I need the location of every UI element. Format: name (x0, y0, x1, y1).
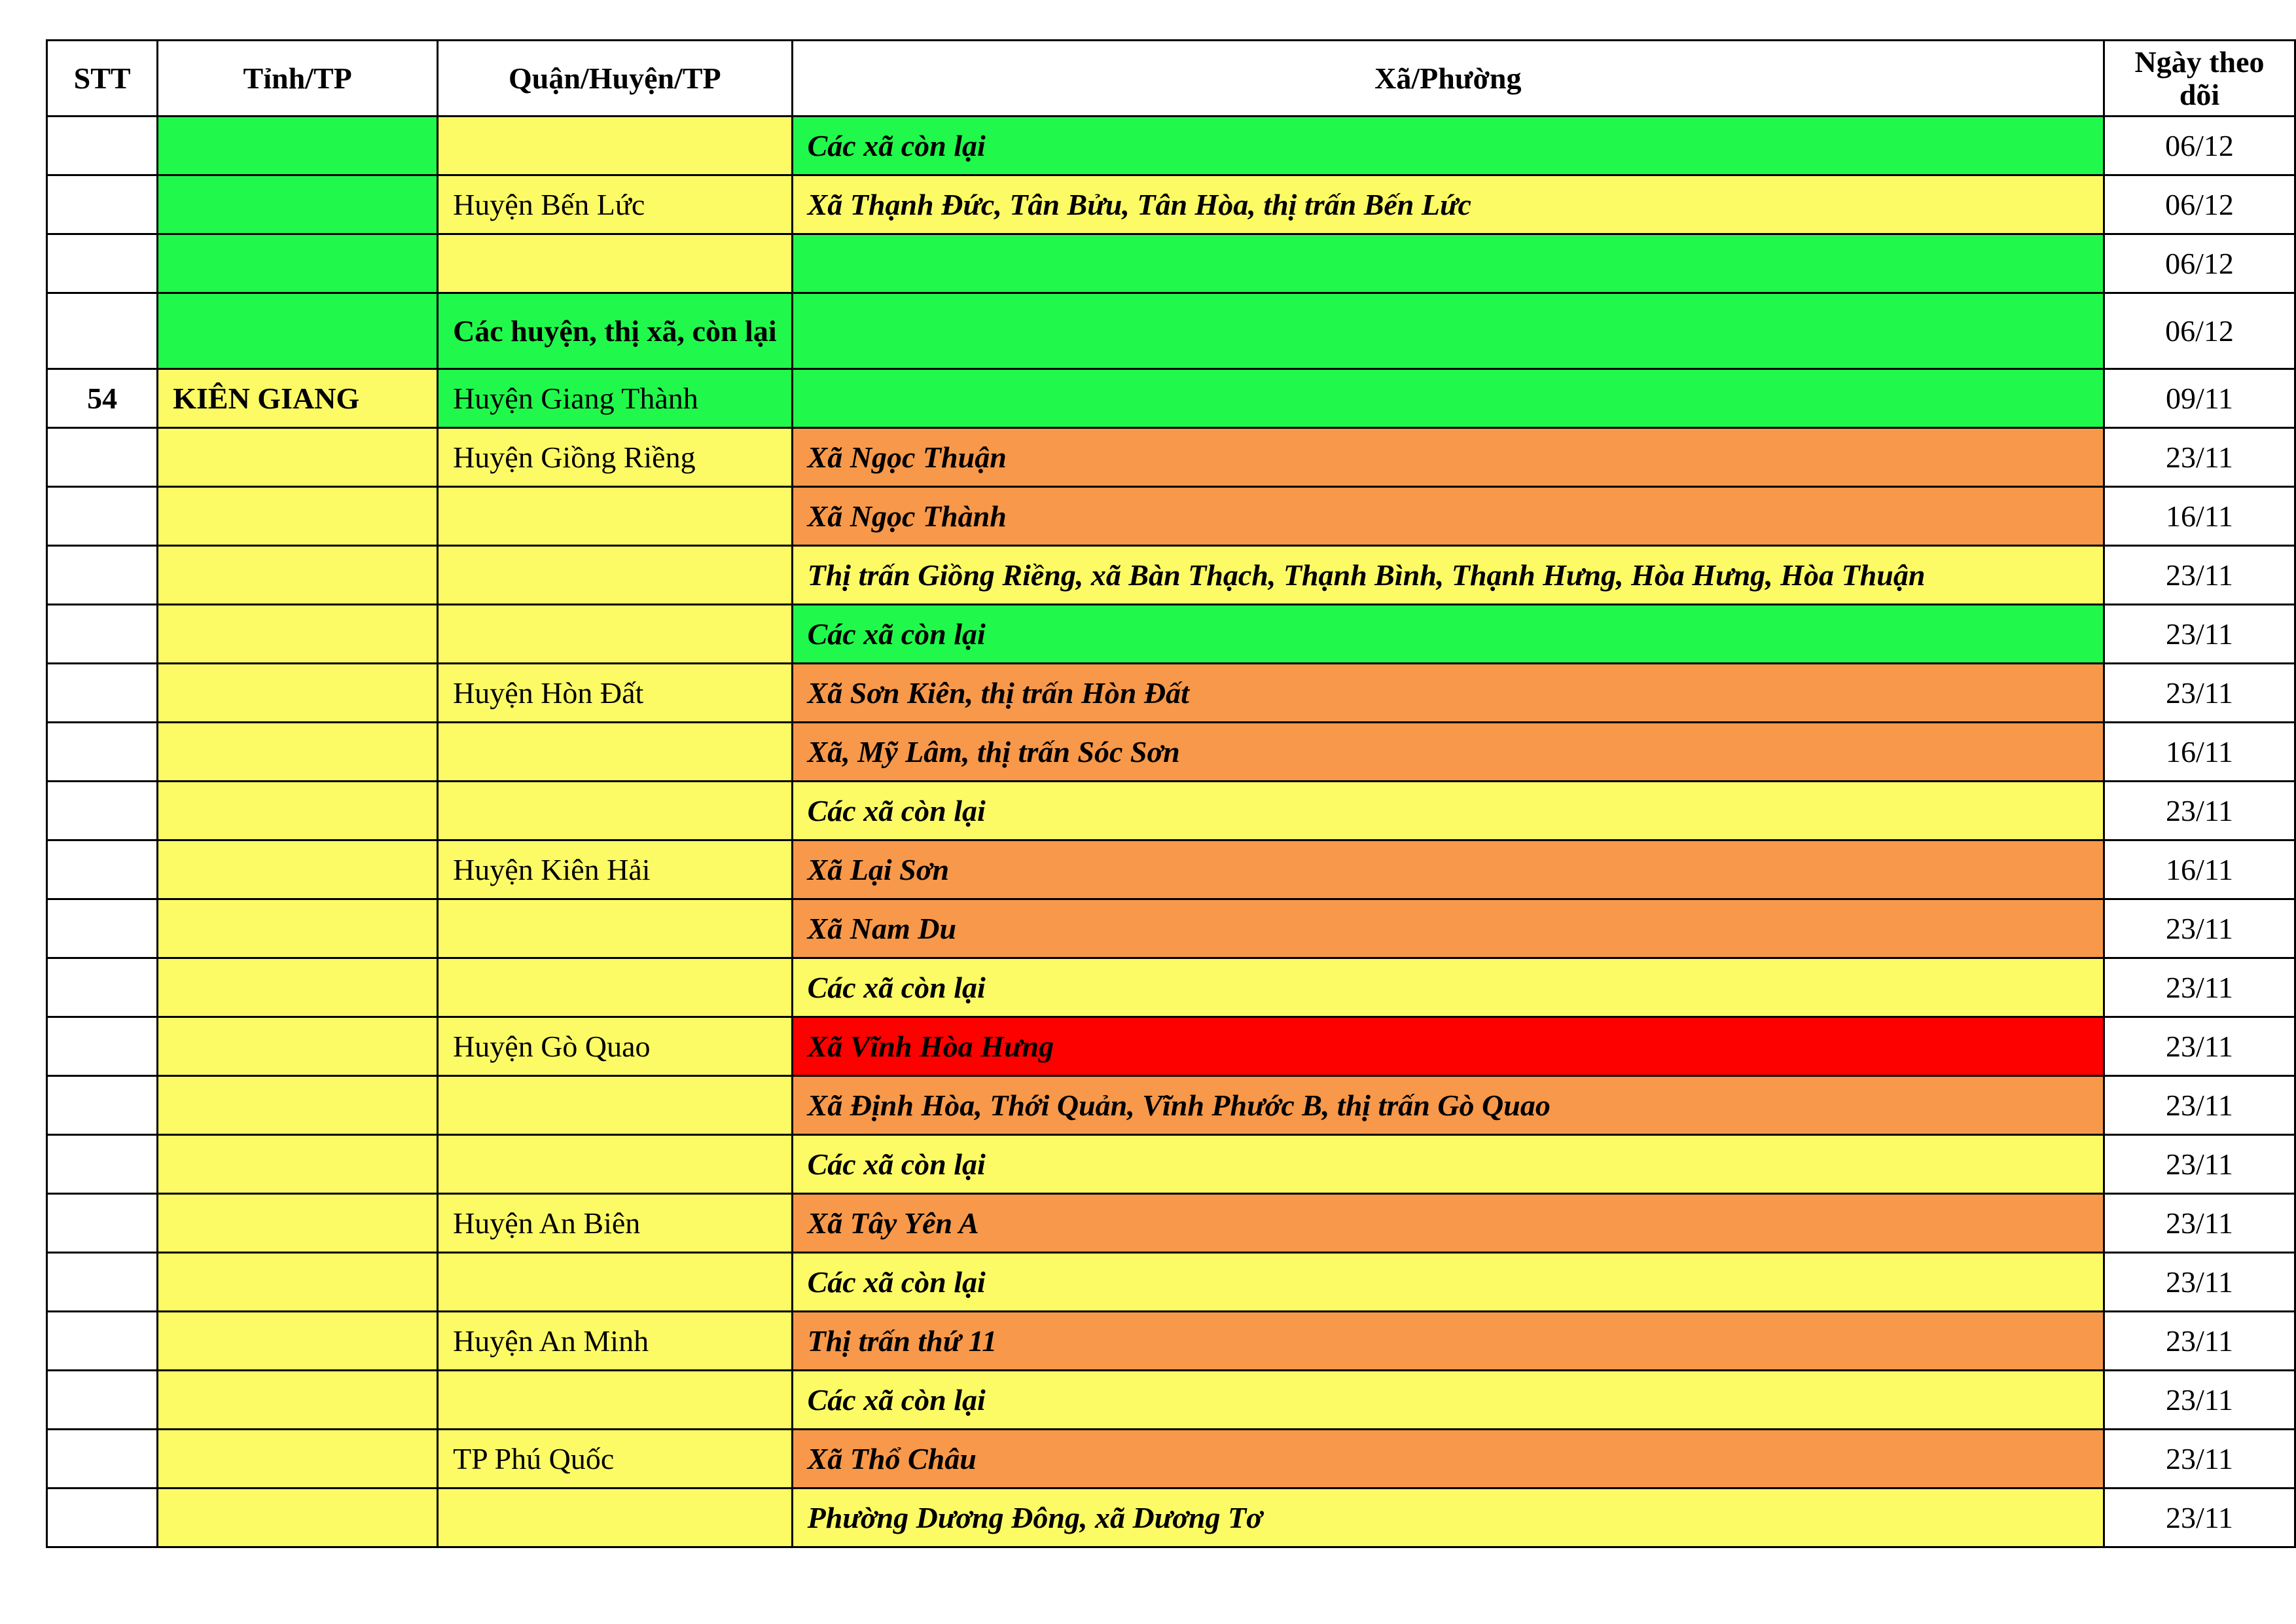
cell-date: 23/11 (2104, 958, 2295, 1017)
cell-date: 16/11 (2104, 723, 2295, 782)
table-row (47, 958, 2295, 1017)
table-row (47, 175, 2295, 234)
cell-province (158, 840, 438, 899)
cell-date: 06/12 (2104, 117, 2295, 175)
cell-ward: Xã Vĩnh Hòa Hưng (792, 1017, 2104, 1076)
cell-province (158, 117, 438, 175)
cell-stt (47, 899, 158, 958)
cell-province (158, 234, 438, 293)
cell-date: 16/11 (2104, 487, 2295, 546)
cell-ward: Xã, Mỹ Lâm, thị trấn Sóc Sơn (792, 723, 2104, 782)
document-page (46, 39, 2296, 1548)
table-row (47, 840, 2295, 899)
table-row (47, 117, 2295, 175)
cell-stt (47, 234, 158, 293)
cell-district (438, 234, 793, 293)
cell-date: 23/11 (2104, 605, 2295, 664)
cell-date: 06/12 (2104, 234, 2295, 293)
cell-ward: Các xã còn lại (792, 1371, 2104, 1430)
cell-province (158, 1371, 438, 1430)
cell-ward: Xã Tây Yên A (792, 1194, 2104, 1253)
cell-district: Huyện An Minh (438, 1312, 793, 1371)
table-row (47, 1017, 2295, 1076)
cell-stt (47, 605, 158, 664)
cell-province (158, 782, 438, 840)
cell-province: KIÊN GIANG (158, 369, 438, 428)
cell-stt (47, 664, 158, 723)
cell-date: 06/12 (2104, 175, 2295, 234)
risk-level-table (46, 39, 2296, 1548)
cell-stt (47, 723, 158, 782)
cell-district: Các huyện, thị xã, còn lại (438, 293, 793, 369)
cell-district: TP Phú Quốc (438, 1430, 793, 1489)
cell-date: 23/11 (2104, 1489, 2295, 1547)
cell-province (158, 1135, 438, 1194)
cell-district (438, 546, 793, 605)
cell-district: Huyện An Biên (438, 1194, 793, 1253)
cell-province (158, 1253, 438, 1312)
cell-district (438, 1489, 793, 1547)
cell-date: 23/11 (2104, 1135, 2295, 1194)
cell-district (438, 605, 793, 664)
cell-district (438, 487, 793, 546)
cell-date: 23/11 (2104, 1194, 2295, 1253)
table-row (47, 428, 2295, 487)
cell-date: 06/12 (2104, 293, 2295, 369)
table-row (47, 782, 2295, 840)
cell-ward: Thị trấn thứ 11 (792, 1312, 2104, 1371)
cell-province (158, 1430, 438, 1489)
table-row (47, 1312, 2295, 1371)
header-province: Tỉnh/TP (158, 41, 438, 117)
table-row (47, 546, 2295, 605)
header-ward: Xã/Phường (792, 41, 2104, 117)
table-row (47, 293, 2295, 369)
table-row (47, 605, 2295, 664)
cell-stt (47, 1312, 158, 1371)
cell-date: 23/11 (2104, 1017, 2295, 1076)
cell-stt (47, 958, 158, 1017)
cell-ward: Các xã còn lại (792, 1253, 2104, 1312)
cell-date: 23/11 (2104, 546, 2295, 605)
cell-province (158, 1194, 438, 1253)
cell-province (158, 1489, 438, 1547)
table-row (47, 1489, 2295, 1547)
cell-ward: Các xã còn lại (792, 117, 2104, 175)
cell-province (158, 546, 438, 605)
table-row (47, 664, 2295, 723)
cell-stt (47, 546, 158, 605)
cell-ward: Thị trấn Giồng Riềng, xã Bàn Thạch, Thạnh Bình, Thạnh Hưng, Hòa Hưng, Hòa Thuận (792, 546, 2104, 605)
cell-district (438, 117, 793, 175)
cell-stt (47, 293, 158, 369)
cell-stt (47, 1194, 158, 1253)
cell-date: 23/11 (2104, 1312, 2295, 1371)
cell-ward: Xã Thổ Châu (792, 1430, 2104, 1489)
cell-province (158, 293, 438, 369)
table-row (47, 1076, 2295, 1135)
cell-date: 16/11 (2104, 840, 2295, 899)
cell-district (438, 723, 793, 782)
cell-province (158, 899, 438, 958)
cell-ward: Xã Ngọc Thuận (792, 428, 2104, 487)
cell-district: Huyện Giồng Riềng (438, 428, 793, 487)
cell-ward (792, 234, 2104, 293)
cell-province (158, 958, 438, 1017)
cell-province (158, 1312, 438, 1371)
cell-ward: Xã Định Hòa, Thới Quản, Vĩnh Phước B, thị trấn Gò Quao (792, 1076, 2104, 1135)
cell-ward (792, 369, 2104, 428)
cell-district (438, 1076, 793, 1135)
table-row (47, 723, 2295, 782)
cell-province (158, 428, 438, 487)
cell-province (158, 1017, 438, 1076)
cell-province (158, 175, 438, 234)
cell-stt (47, 840, 158, 899)
cell-province (158, 723, 438, 782)
header-district: Quận/Huyện/TP (438, 41, 793, 117)
cell-ward: Phường Dương Đông, xã Dương Tơ (792, 1489, 2104, 1547)
cell-date: 23/11 (2104, 1253, 2295, 1312)
table-row (47, 1371, 2295, 1430)
cell-date: 23/11 (2104, 899, 2295, 958)
cell-district (438, 782, 793, 840)
cell-ward: Các xã còn lại (792, 1135, 2104, 1194)
cell-province (158, 1076, 438, 1135)
cell-date: 23/11 (2104, 1371, 2295, 1430)
cell-ward: Xã Ngọc Thành (792, 487, 2104, 546)
cell-stt (47, 117, 158, 175)
header-row (47, 41, 2295, 117)
table-row (47, 1430, 2295, 1489)
table-row (47, 487, 2295, 546)
cell-ward: Xã Nam Du (792, 899, 2104, 958)
cell-province (158, 605, 438, 664)
cell-province (158, 487, 438, 546)
table-row (47, 899, 2295, 958)
cell-date: 23/11 (2104, 428, 2295, 487)
cell-district (438, 1371, 793, 1430)
cell-date: 23/11 (2104, 782, 2295, 840)
table-row (47, 234, 2295, 293)
cell-stt: 54 (47, 369, 158, 428)
table-row (47, 1194, 2295, 1253)
table-row (47, 369, 2295, 428)
cell-ward: Xã Lại Sơn (792, 840, 2104, 899)
cell-ward (792, 293, 2104, 369)
cell-ward: Xã Sơn Kiên, thị trấn Hòn Đất (792, 664, 2104, 723)
cell-stt (47, 1371, 158, 1430)
cell-stt (47, 1430, 158, 1489)
cell-stt (47, 175, 158, 234)
cell-stt (47, 1489, 158, 1547)
cell-district (438, 958, 793, 1017)
header-date: Ngày theo dõi (2104, 41, 2295, 117)
cell-district: Huyện Bến Lức (438, 175, 793, 234)
cell-province (158, 664, 438, 723)
cell-date: 23/11 (2104, 1430, 2295, 1489)
cell-date: 23/11 (2104, 664, 2295, 723)
cell-district (438, 1253, 793, 1312)
cell-district: Huyện Gò Quao (438, 1017, 793, 1076)
cell-district (438, 899, 793, 958)
cell-date: 23/11 (2104, 1076, 2295, 1135)
cell-stt (47, 1017, 158, 1076)
cell-ward: Các xã còn lại (792, 782, 2104, 840)
header-stt: STT (47, 41, 158, 117)
cell-ward: Xã Thạnh Đức, Tân Bửu, Tân Hòa, thị trấn Bến Lức (792, 175, 2104, 234)
table-row (47, 1253, 2295, 1312)
cell-stt (47, 1135, 158, 1194)
cell-ward: Các xã còn lại (792, 958, 2104, 1017)
cell-date: 09/11 (2104, 369, 2295, 428)
cell-stt (47, 1253, 158, 1312)
cell-district: Huyện Kiên Hải (438, 840, 793, 899)
cell-stt (47, 1076, 158, 1135)
cell-stt (47, 487, 158, 546)
cell-district: Huyện Hòn Đất (438, 664, 793, 723)
cell-district: Huyện Giang Thành (438, 369, 793, 428)
cell-stt (47, 782, 158, 840)
cell-stt (47, 428, 158, 487)
cell-district (438, 1135, 793, 1194)
table-row (47, 1135, 2295, 1194)
cell-ward: Các xã còn lại (792, 605, 2104, 664)
